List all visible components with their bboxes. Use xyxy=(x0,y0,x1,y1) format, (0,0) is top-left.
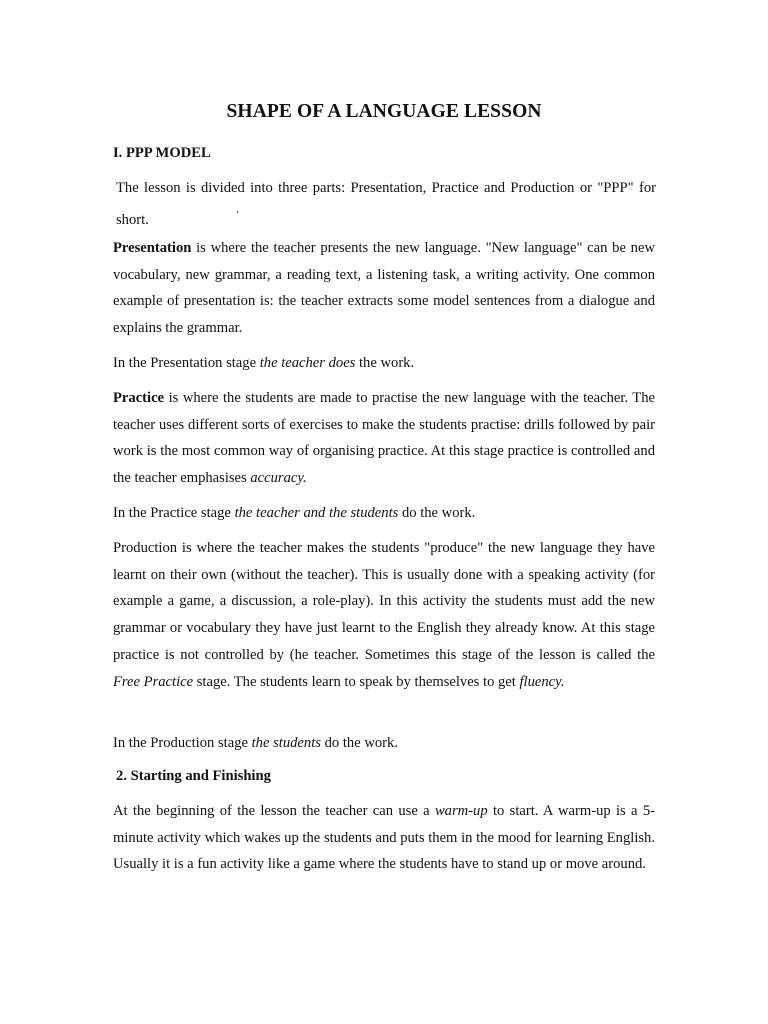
production-stage-emphasis: the students xyxy=(251,735,321,751)
production-stage-pre: In the Production stage xyxy=(113,735,252,751)
stray-mark: ' xyxy=(236,208,239,221)
presentation-text: is where the teacher presents the new language. "New language" can be new vocabulary, new grammar, a reading text, a listening task, a writing activity. One common example of presentation is: the teacher extracts some model sentences from a dialogue and explains the grammar. xyxy=(113,240,655,337)
presentation-stage-pre: In the Presentation stage xyxy=(113,355,260,371)
production-text-2: stage. The students learn to speak by themselves to get xyxy=(193,673,520,690)
presentation-paragraph xyxy=(113,235,655,342)
practice-term: Practice xyxy=(113,390,165,406)
production-emphasis-fluency: fluency. xyxy=(519,673,565,690)
presentation-stage-paragraph xyxy=(113,350,655,377)
practice-stage-paragraph xyxy=(113,500,655,527)
presentation-stage-post: the work. xyxy=(355,355,415,371)
practice-text: is where the students are made to practise the new language with the teacher. The teacher uses different sorts of exercises to make the students practise: drills followed by pair work is the most common way of organising practice. At this stage practice is controlled and the teacher emphasises xyxy=(113,390,655,487)
intro-paragraph xyxy=(116,175,656,233)
production-paragraph xyxy=(113,535,655,695)
practice-paragraph xyxy=(113,385,655,492)
warmup-emphasis: warm-up xyxy=(434,803,488,819)
practice-stage-post: do the work. xyxy=(398,505,476,521)
warmup-post: to start. A warm-up is a 5-minute activity which wakes up the students and puts them in the mood for learning English. Usually it is a fun activity like a game where the students have to stand up or move around. xyxy=(113,803,655,873)
practice-emphasis: accuracy. xyxy=(250,470,307,487)
production-emphasis-free-practice: Free Practice xyxy=(113,673,194,690)
section-heading-starting-finishing: 2. Starting and Finishing xyxy=(116,768,271,784)
intro-text: The lesson is divided into three parts: Presentation, Practice and Production or "PPP" for short. xyxy=(116,180,656,228)
production-stage-post: do the work. xyxy=(320,735,398,751)
production-text-1: Production is where the teacher makes the students "produce" the new language they have learnt on their own (without the teacher). This is usually done with a speaking activity (for example a game, a discussion, a role-play). In this activity the students must add the new grammar or vocabulary they have just learnt to the English they already know. At this stage practice is not controlled by (he teacher. Sometimes this stage of the lesson is called the xyxy=(113,540,655,663)
section-heading-ppp-model: I. PPP MODEL xyxy=(113,145,211,161)
presentation-stage-emphasis: the teacher does xyxy=(259,355,356,371)
page-title: SHAPE OF A LANGUAGE LESSON xyxy=(226,101,542,122)
practice-stage-pre: In the Practice stage xyxy=(113,505,235,521)
warmup-paragraph xyxy=(113,798,655,878)
presentation-term: Presentation xyxy=(113,240,192,256)
practice-stage-emphasis: the teacher and the students xyxy=(234,505,399,521)
production-stage-paragraph xyxy=(113,730,655,757)
warmup-pre: At the beginning of the lesson the teacher can use a xyxy=(113,803,435,819)
